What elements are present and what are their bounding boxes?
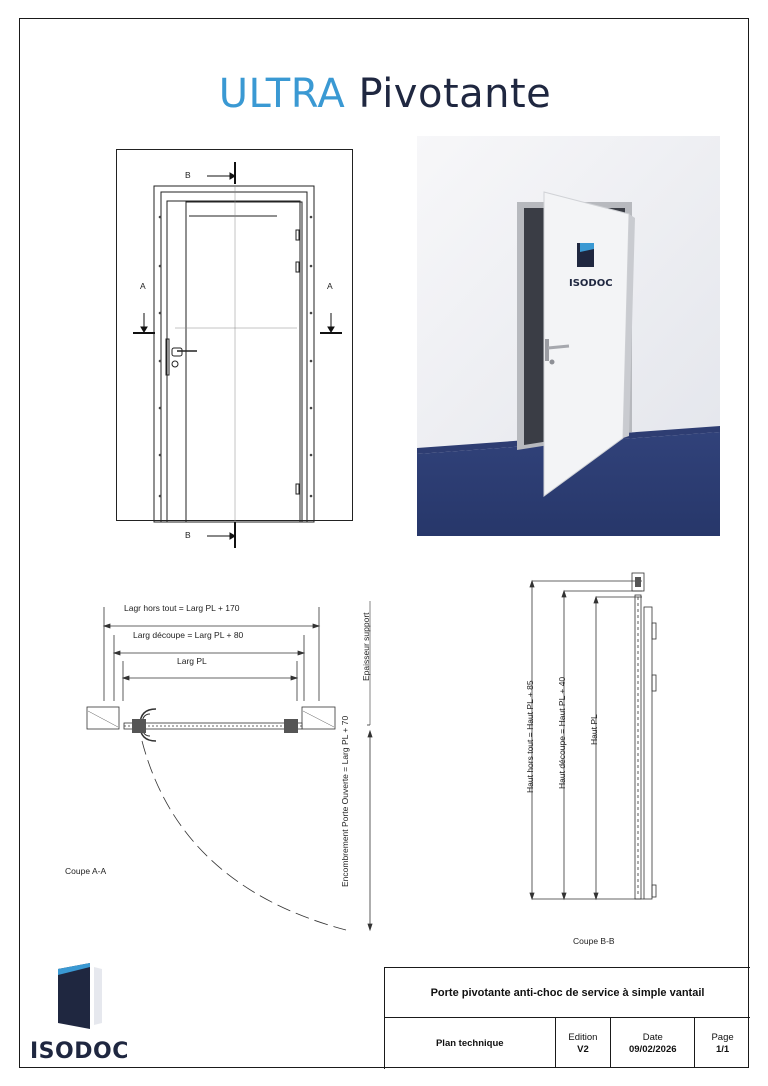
drawing-sheet (19, 18, 749, 1068)
dim-pl-height: Haut PL (589, 714, 599, 745)
edition-value: V2 (577, 1043, 589, 1055)
title-block-description: Porte pivotante anti-choc de service à simple vantail (385, 968, 750, 1018)
frame-mid (161, 192, 307, 522)
edition-label: Edition (568, 1031, 598, 1043)
section-aa-drawing (80, 601, 380, 921)
label-b-bottom: B (185, 530, 191, 540)
hinge-1 (296, 230, 299, 240)
dim-cutout-height: Haut découpe = Haut PL + 40 (557, 676, 567, 789)
dim-overall-height: Haut hors tout = Haut PL + 85 (525, 680, 535, 793)
logo-wordmark: ISODOC (30, 1039, 129, 1064)
page-title (20, 71, 750, 117)
handle-rose (172, 348, 182, 356)
dim-swing-clearance: Encombrement Porte Ouverte = Larg PL + 70 (340, 715, 350, 887)
dim-overall-width: Lagr hors tout = Larg PL + 170 (124, 603, 240, 613)
frame-outer (154, 186, 314, 522)
dim-pl-width: Larg PL (177, 656, 207, 666)
door-leaf (186, 202, 302, 522)
caption-section-bb: Coupe B-B (573, 936, 615, 946)
dim-support-thickness: Epaisseur support (361, 612, 371, 681)
front-elevation-svg (117, 150, 354, 522)
render-svg (417, 136, 720, 536)
title-pivotante: Pivotante (358, 71, 552, 117)
date-label: Date (642, 1031, 663, 1043)
title-block-date (610, 1018, 694, 1068)
title-block-doc-type (385, 1018, 555, 1068)
title-block-page (694, 1018, 750, 1068)
caption-section-aa: Coupe A-A (65, 866, 107, 876)
dim-cutout-width: Larg découpe = Larg PL + 80 (133, 630, 244, 640)
doc-type-value: Plan technique (435, 1038, 504, 1049)
hinge-3 (296, 484, 299, 494)
door-3d-render (417, 136, 720, 536)
front-elevation-drawing (116, 149, 353, 540)
label-a-right: A (327, 281, 333, 291)
title-ultra: ULTRA (218, 71, 346, 117)
label-b-top: B (185, 170, 191, 180)
title-block (384, 967, 750, 1069)
hinge-2 (296, 262, 299, 272)
title-block-edition (555, 1018, 611, 1068)
label-a-left: A (140, 281, 146, 291)
date-value: 09/02/2026 (628, 1043, 677, 1055)
page-label: Page (711, 1031, 734, 1043)
page-value: 1/1 (715, 1043, 730, 1055)
frame-inner (167, 201, 300, 522)
render-logo-text: ISODOC (569, 278, 613, 289)
cylinder (172, 361, 178, 367)
